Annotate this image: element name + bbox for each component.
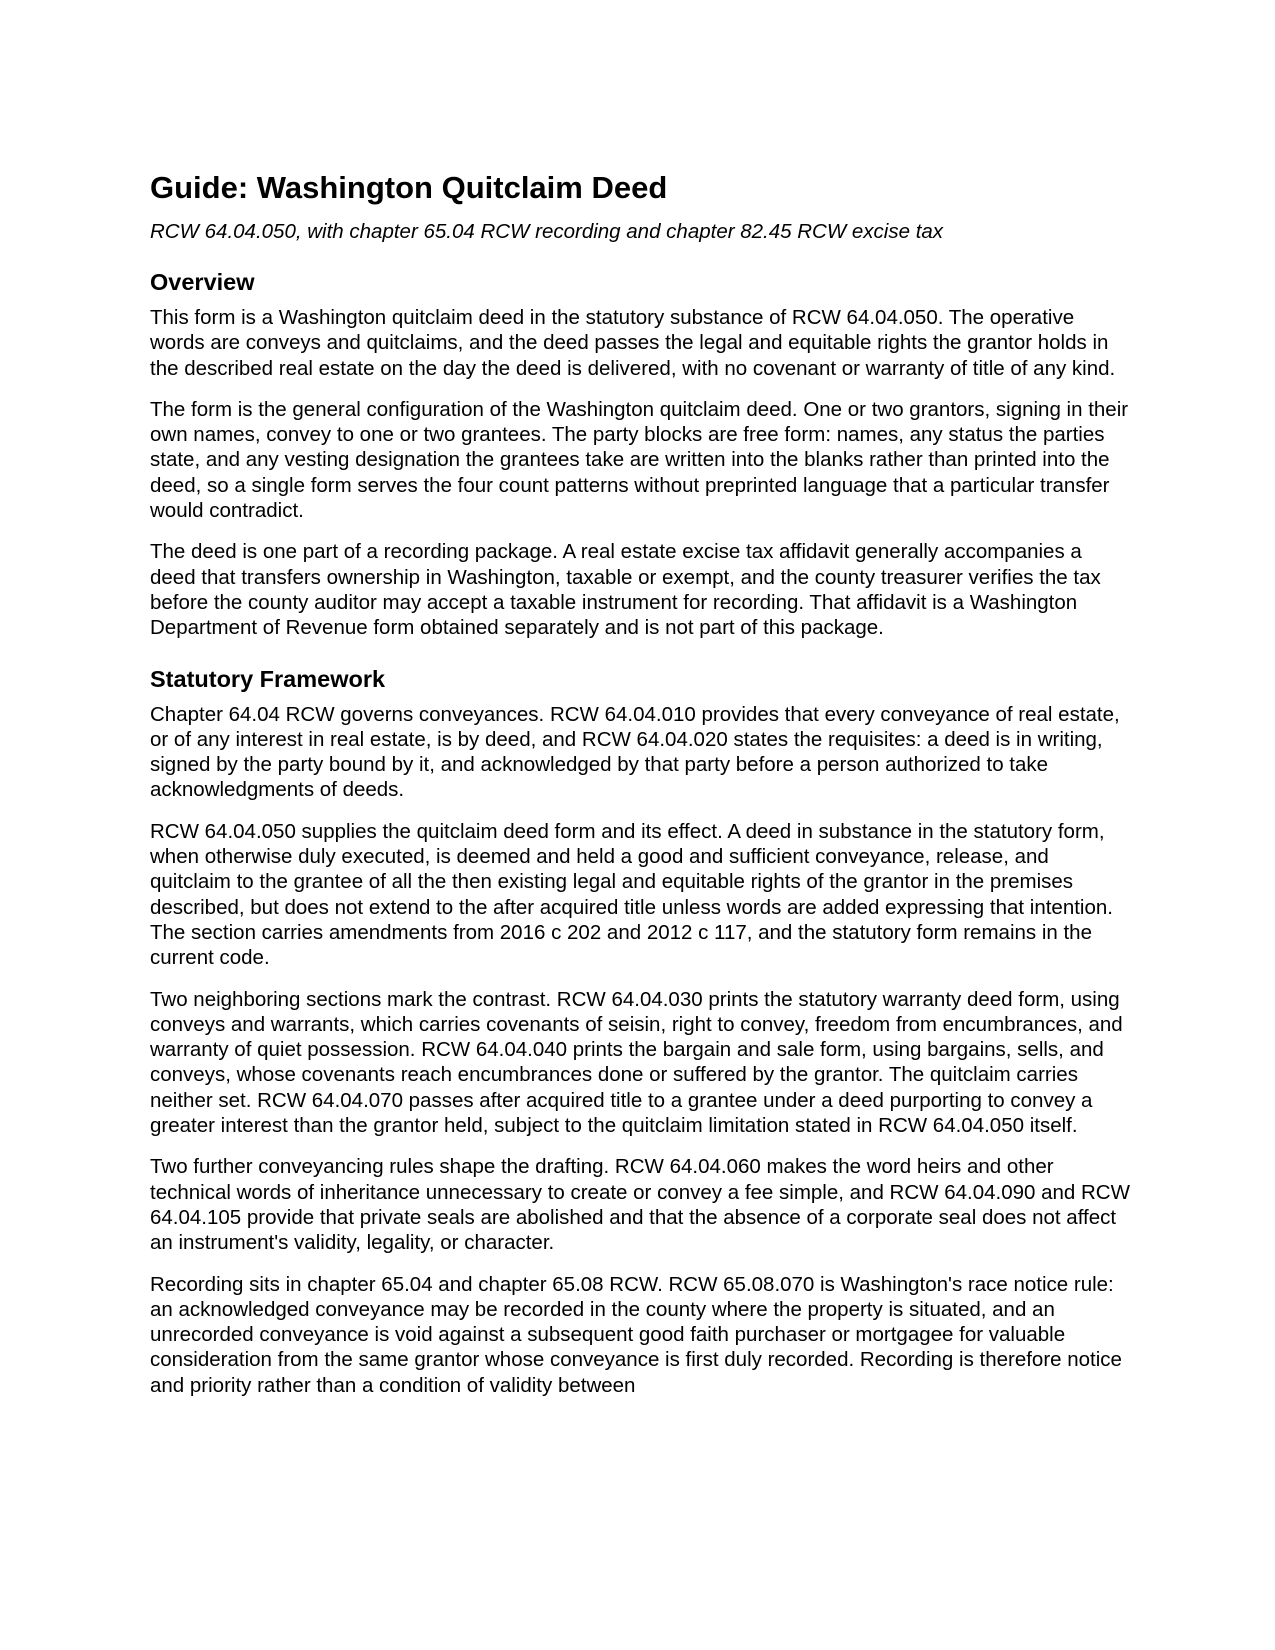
- statutory-paragraph-2: RCW 64.04.050 supplies the quitclaim deed form and its effect. A deed in substance in the statutory form, when otherwise duly executed, is deemed and held a good and sufficient conveyance, release, and quitclaim to the grantee of all the then existing legal and equitable rights of the grantor in the premises described, but does not extend to the after acquired title unless words are added expressing that intention. The section carries amendments from 2016 c 202 and 2012 c 117, and the statutory form remains in the current code.: [150, 819, 1113, 970]
- section-heading-overview: Overview: [150, 269, 255, 295]
- overview-paragraph-3: The deed is one part of a recording package. A real estate excise tax affidavit generally accompanies a deed that transfers ownership in Washington, taxable or exempt, and the county treasurer verifies the tax before the county auditor may accept a taxable instrument for recording. That affidavit is a Washington Department of Revenue form obtained separately and is not part of this package.: [150, 540, 1101, 640]
- section-heading-statutory-framework: Statutory Framework: [150, 665, 386, 692]
- document-page: [150, 170, 1130, 1398]
- overview-paragraph-1: This form is a Washington quitclaim deed in the statutory substance of RCW 64.04.050. The operative words are conveys and quitclaims, and the deed passes the legal and equitable rights the grantor holds in the described real estate on the day the deed is delivered, with no covenant or warranty of title of any kind.: [150, 306, 1116, 380]
- statutory-paragraph-5: Recording sits in chapter 65.04 and chapter 65.08 RCW. RCW 65.08.070 is Washington's race notice rule: an acknowledged conveyance may be recorded in the county where the property is situated, and an unrecorded conveyance is void against a subsequent good faith purchaser or mortgagee for valuable consideration from the same grantor whose conveyance is first duly recorded. Recording is therefore notice and priority rather than a condition of validity between: [150, 1272, 1122, 1397]
- statutory-paragraph-4: Two further conveyancing rules shape the drafting. RCW 64.04.060 makes the word heirs and other technical words of inheritance unnecessary to create or convey a fee simple, and RCW 64.04.090 and RCW 64.04.105 provide that private seals are abolished and that the absence of a corporate seal does not affect an instrument's validity, legality, or character.: [150, 1155, 1130, 1255]
- document-title: Guide: Washington Quitclaim Deed: [150, 170, 668, 205]
- statutory-paragraph-1: Chapter 64.04 RCW governs conveyances. RCW 64.04.010 provides that every conveyance of real estate, or of any interest in real estate, is by deed, and RCW 64.04.020 states the requisites: a deed is in writing, signed by the party bound by it, and acknowledged by that party before a person authorized to take acknowledgments of deeds.: [150, 702, 1120, 802]
- document-subtitle: RCW 64.04.050, with chapter 65.04 RCW recording and chapter 82.45 RCW excise tax: [150, 220, 944, 243]
- overview-paragraph-2: The form is the general configuration of the Washington quitclaim deed. One or two grantors, signing in their own names, convey to one or two grantees. The party blocks are free form: names, any status the parties state, and any vesting designation the grantees take are written into the blanks rather than printed into the deed, so a single form serves the four count patterns without preprinted language that a particular transfer would contradict.: [150, 397, 1129, 523]
- statutory-paragraph-3: Two neighboring sections mark the contrast. RCW 64.04.030 prints the statutory warranty deed form, using conveys and warrants, which carries covenants of seisin, right to convey, freedom from encumbrances, and warranty of quiet possession. RCW 64.04.040 prints the bargain and sale form, using bargains, sells, and conveys, whose covenants reach encumbrances done or suffered by the grantor. The quitclaim carries neither set. RCW 64.04.070 passes after acquired title to a grantee under a deed purporting to convey a greater interest than the grantor held, subject to the quitclaim limitation stated in RCW 64.04.050 itself.: [150, 987, 1123, 1138]
